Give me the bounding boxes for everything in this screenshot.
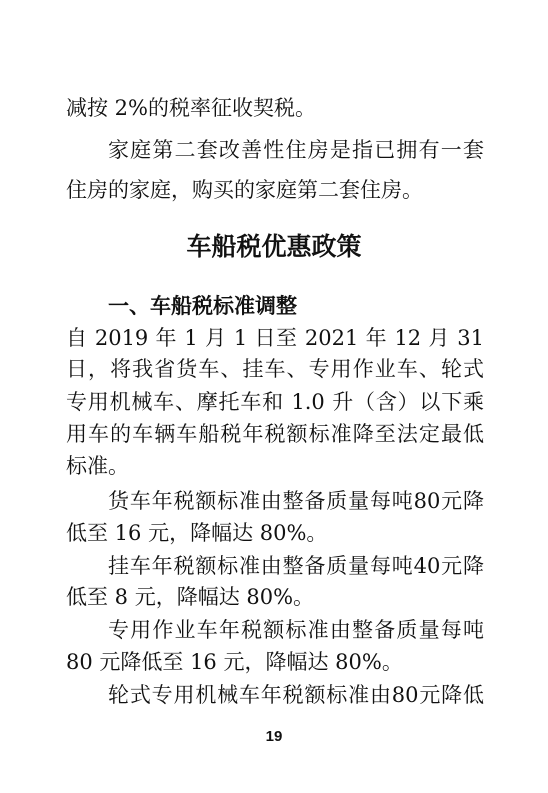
text-line: 减按 2%的税率征收契税。 (66, 96, 316, 120)
text-line: 低至 8 元，降幅达 80%。 (66, 585, 315, 609)
text-line: 货车年税额标准由整备质量每吨80元降 (108, 489, 484, 513)
text-line: 自 2019 年 1 月 1 日至 2021 年 12 月 31 (66, 326, 484, 350)
text-line: 用车的车辆车船税年税额标准降至法定最低 (66, 422, 484, 446)
text-line: 专用作业车年税额标准由整备质量每吨 (108, 618, 484, 642)
text-line: 低至 16 元，降幅达 80%。 (66, 521, 328, 545)
text-line: 轮式专用机械车年税额标准由80元降低 (108, 683, 484, 707)
section-title: 车船税优惠政策 (186, 232, 362, 261)
text-line: 家庭第二套改善性住房是指已拥有一套 (108, 138, 484, 162)
text-line: 专用机械车、摩托车和 1.0 升（含）以下乘 (66, 390, 484, 414)
text-line: 挂车年税额标准由整备质量每吨40元降 (108, 554, 484, 578)
text-line: 80 元降低至 16 元，降幅达 80%。 (66, 650, 403, 674)
text-line: 日，将我省货车、挂车、专用作业车、轮式 (66, 357, 484, 381)
text-line: 住房的家庭，购买的家庭第二套住房。 (66, 178, 423, 202)
text-line: 标准。 (66, 454, 129, 478)
page-number: 19 (265, 728, 283, 745)
subsection-heading: 一、车船税标准调整 (108, 294, 297, 318)
